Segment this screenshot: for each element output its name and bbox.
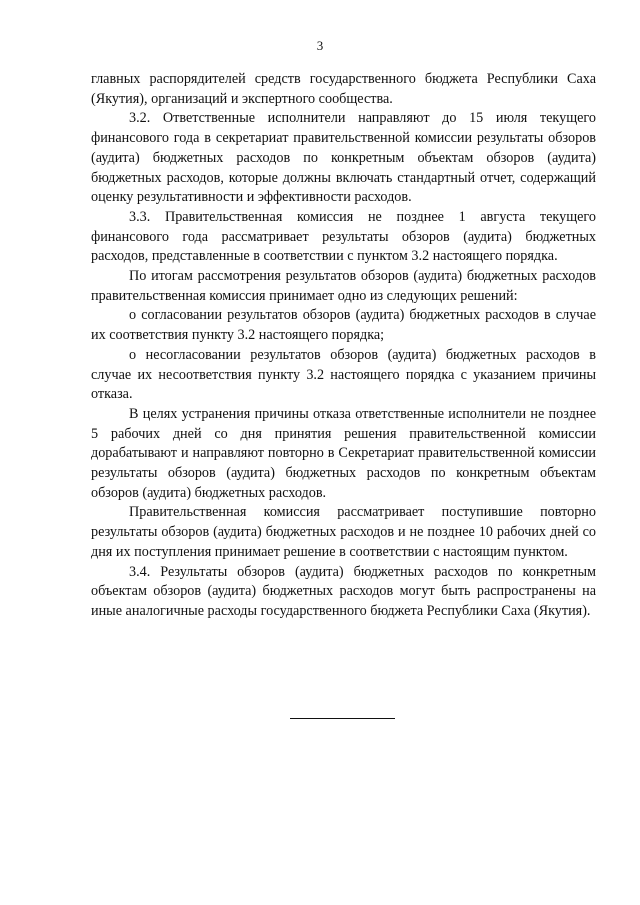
paragraph-3-2: 3.2. Ответственные исполнители направляют до 15 июля текущего финансового года в секретариат правительственной комиссии результаты обзоров (аудита) бюджетных расходов по конкретным объектам обзоров (аудита) бюджетных расходов, которые должны включать стандартный отчет, содержащий оценку результативности и эффективности расходов. (91, 110, 596, 206)
end-separator-line (290, 718, 395, 719)
paragraph-continuation: главных распорядителей средств государственного бюджета Республики Саха (Якутия), организаций и экспертного сообщества. (91, 71, 596, 107)
paragraph-approve-option: о согласовании результатов обзоров (аудита) бюджетных расходов в случае их соответствия пункту 3.2 настоящего порядка; (91, 307, 596, 344)
paragraph-reject-option: о несогласовании результатов обзоров (аудита) бюджетных расходов в случае их несоответствия пункту 3.2 настоящего порядка с указанием причины отказа. (91, 346, 596, 403)
paragraph-3-4: 3.4. Результаты обзоров (аудита) бюджетных расходов по конкретным объектам обзоров (аудита) бюджетных расходов могут быть распространены на иные аналогичные расходы государственного бюджета Республики Саха (Якутия). (91, 563, 596, 619)
paragraph-decisions: По итогам рассмотрения результатов обзоров (аудита) бюджетных расходов правительственная комиссия принимает одно из следующих решений: (91, 268, 596, 304)
page-number: 3 (316, 38, 324, 53)
paragraph-rework: В целях устранения причины отказа ответственные исполнители не позднее 5 рабочих дней со дня принятия решения правительственной комиссии дорабатывают и направляют повторно в Секретариат правительственной комиссии результаты обзоров (аудита) бюджетных расходов по конкретным объектам обзоров (аудита) бюджетных расходов. (91, 405, 596, 501)
paragraph-review: Правительственная комиссия рассматривает поступившие повторно результаты обзоров (аудита) бюджетных расходов и не позднее 10 рабочих дней со дня их поступления принимает решение в соответствии с настоящим пунктом. (91, 504, 596, 560)
paragraph-3-3: 3.3. Правительственная комиссия не позднее 1 августа текущего финансового года рассматривает результаты обзоров (аудита) бюджетных расходов, представленные в соответствии с пунктом 3.2 настоящего порядка. (91, 208, 596, 265)
document-body (91, 70, 596, 622)
